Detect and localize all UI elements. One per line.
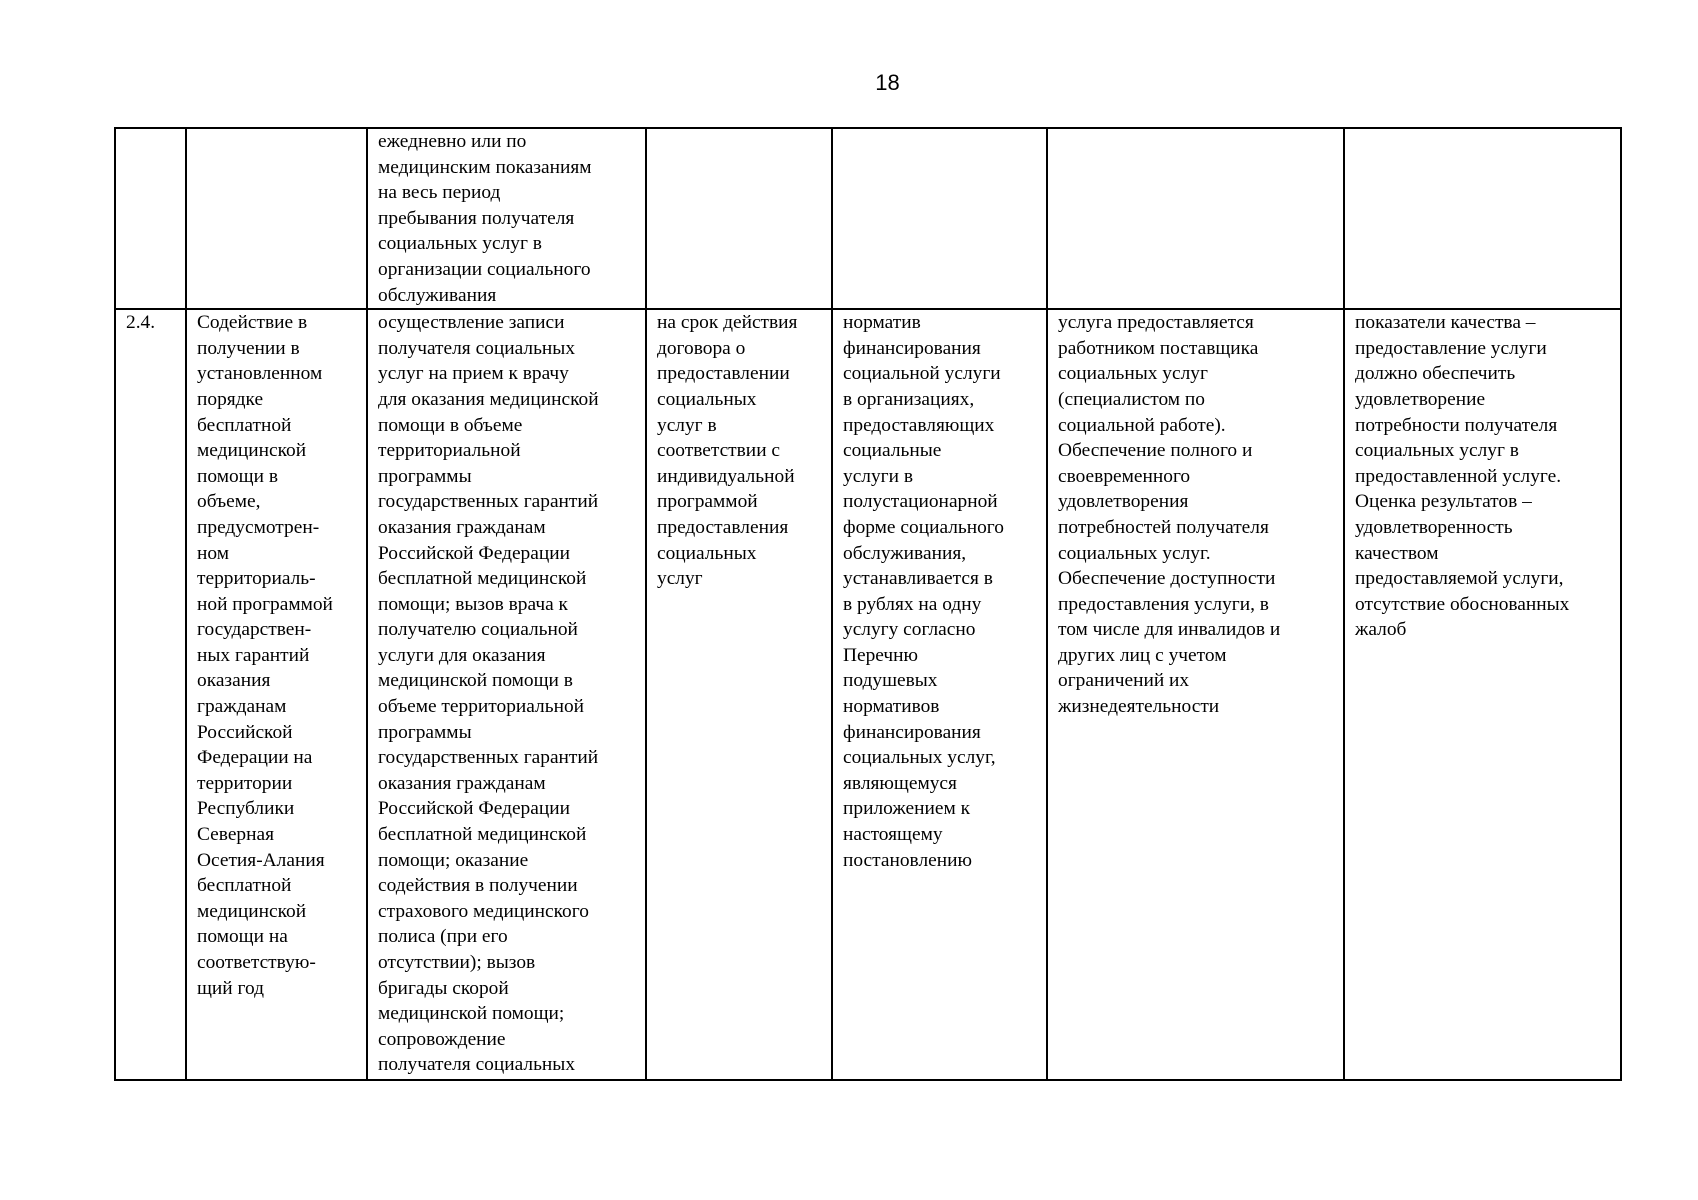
cell-number: 2.4. [115,309,186,1080]
cell-financing-norm [832,128,1047,309]
cell-service-conditions: услуга предоставляется работником поставщика социальных услуг (специалистом по социальной работе). Обеспечение полного и своевременного удовлетворения потребностей получателя социальных услуг. Обеспечение доступности предоставления услуги, в том числе для инвалидов и других лиц с учетом ограничений их жизнедеятельности [1047,309,1344,1080]
cell-service-term [646,128,832,309]
cell-quality-indicators: показатели качества – предоставление услуги должно обеспечить удовлетворение потребности получателя социальных услуг в предоставленной услуге. Оценка результатов – удовлетворенность качеством предоставляемой услуги, отсутствие обоснованных жалоб [1344,309,1621,1080]
cell-service-description: ежедневно или по медицинским показаниям на весь период пребывания получателя социальных услуг в организации социального обслуживания [367,128,646,309]
page-number: 18 [875,70,900,95]
cell-service-term: на срок действия договора о предоставлении социальных услуг в соответствии с индивидуальной программой предоставления социальных услуг [646,309,832,1080]
cell-service-conditions [1047,128,1344,309]
services-table [114,127,1622,1081]
cell-service-name [186,128,367,309]
table-row-2-4 [115,309,1621,1080]
cell-service-name: Содействие в получении в установленном порядке бесплатной медицинской помощи в объеме, предусмотрен- ном территориаль- ной программой государствен- ных гарантий оказания гражданам Российской Федерации на территории Республики Северная Осетия-Алания бесплатной медицинской помощи на соответствую- щий год [186,309,367,1080]
table-row-continuation [115,128,1621,309]
cell-financing-norm: норматив финансирования социальной услуги в организациях, предоставляющих социальные услуги в полустационарной форме социального обслуживания, устанавливается в в рублях на одну услугу согласно Перечню подушевых нормативов финансирования социальных услуг, являющемуся приложением к настоящему постановлению [832,309,1047,1080]
cell-service-description: осуществление записи получателя социальных услуг на прием к врачу для оказания медицинской помощи в объеме территориальной программы государственных гарантий оказания гражданам Российской Федерации бесплатной медицинской помощи; вызов врача к получателю социальной услуги для оказания медицинской помощи в объеме территориальной программы государственных гарантий оказания гражданам Российской Федерации бесплатной медицинской помощи; оказание содействия в получении страхового медицинского полиса (при его отсутствии); вызов бригады скорой медицинской помощи; сопровождение получателя социальных [367,309,646,1080]
cell-quality-indicators [1344,128,1621,309]
cell-number [115,128,186,309]
